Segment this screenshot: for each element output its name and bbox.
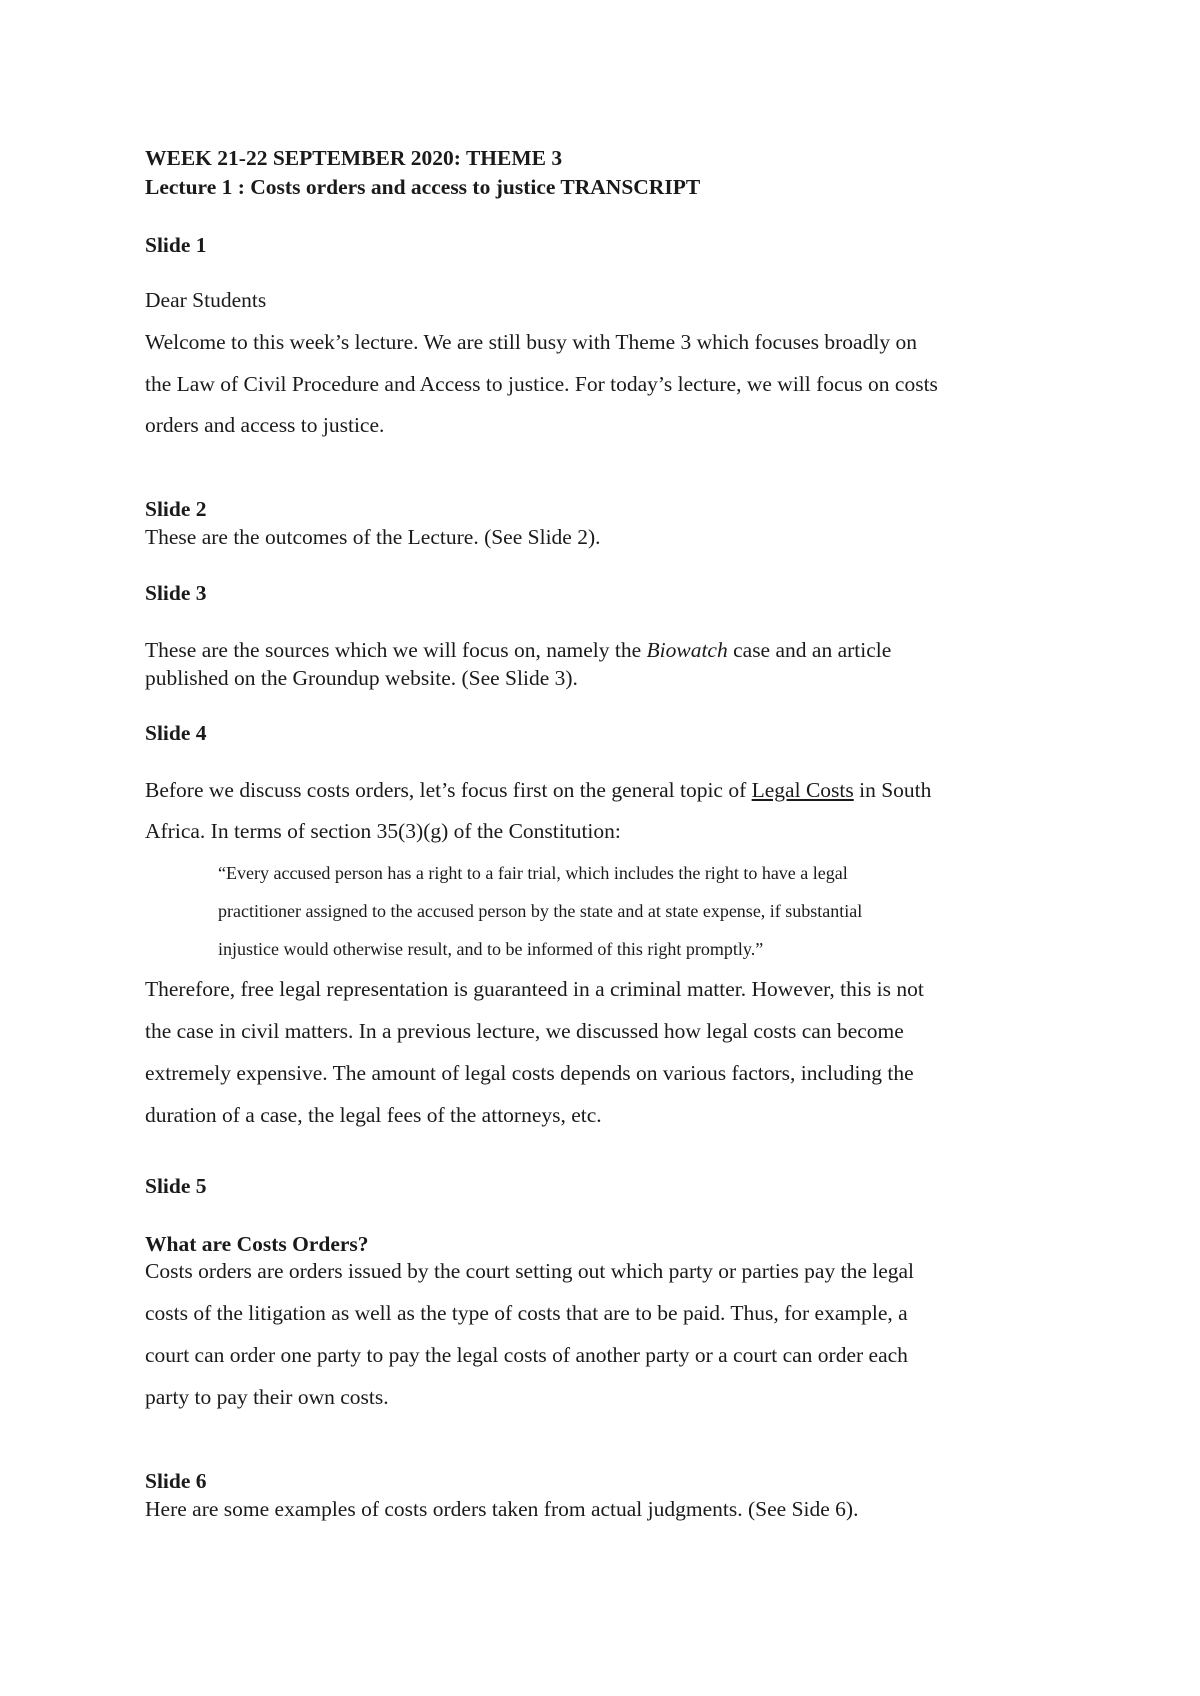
slide-5-heading: Slide 5 bbox=[145, 1174, 207, 1198]
paragraph-line: duration of a case, the legal fees of the attorneys, etc. bbox=[145, 1103, 602, 1127]
slide-4-heading: Slide 4 bbox=[145, 721, 207, 745]
paragraph-line: Welcome to this week’s lecture. We are still busy with Theme 3 which focuses broadly on bbox=[145, 330, 917, 354]
text-run: case and an article bbox=[727, 638, 892, 662]
underlined-term: Legal Costs bbox=[751, 778, 854, 802]
paragraph-line: the case in civil matters. In a previous lecture, we discussed how legal costs can become bbox=[145, 1019, 904, 1043]
slide-2-heading: Slide 2 bbox=[145, 497, 207, 521]
text-run: These are the sources which we will focus on, namely the bbox=[145, 638, 647, 662]
slide-6-heading: Slide 6 bbox=[145, 1469, 207, 1493]
paragraph-line bbox=[145, 777, 931, 803]
paragraph-line: costs of the litigation as well as the type of costs that are to be paid. Thus, for example, a bbox=[145, 1301, 908, 1325]
paragraph-line: orders and access to justice. bbox=[145, 413, 385, 437]
week-title: WEEK 21-22 SEPTEMBER 2020: THEME 3 bbox=[145, 146, 563, 170]
paragraph-line: Here are some examples of costs orders taken from actual judgments. (See Side 6). bbox=[145, 1497, 859, 1521]
quote-line: injustice would otherwise result, and to be informed of this right promptly.” bbox=[218, 939, 764, 959]
greeting: Dear Students bbox=[145, 288, 267, 312]
paragraph-line: Therefore, free legal representation is guaranteed in a criminal matter. However, this is not bbox=[145, 977, 924, 1001]
slide-3-heading: Slide 3 bbox=[145, 581, 207, 605]
paragraph-line: the Law of Civil Procedure and Access to justice. For today’s lecture, we will focus on costs bbox=[145, 372, 938, 396]
quote-line: “Every accused person has a right to a fair trial, which includes the right to have a legal bbox=[218, 863, 848, 883]
section-subheading: What are Costs Orders? bbox=[145, 1232, 369, 1256]
paragraph-line bbox=[145, 637, 891, 663]
paragraph-line: extremely expensive. The amount of legal costs depends on various factors, including the bbox=[145, 1061, 914, 1085]
lecture-title: Lecture 1 : Costs orders and access to justice TRANSCRIPT bbox=[145, 175, 701, 199]
text-run: in South bbox=[853, 778, 932, 802]
case-name: Biowatch bbox=[646, 638, 728, 662]
paragraph-line: These are the outcomes of the Lecture. (See Slide 2). bbox=[145, 525, 601, 549]
paragraph-line: Africa. In terms of section 35(3)(g) of the Constitution: bbox=[145, 819, 621, 843]
paragraph-line: party to pay their own costs. bbox=[145, 1385, 389, 1409]
quote-line: practitioner assigned to the accused person by the state and at state expense, if substantial bbox=[218, 901, 863, 921]
paragraph-line: court can order one party to pay the legal costs of another party or a court can order each bbox=[145, 1343, 908, 1367]
text-run: Before we discuss costs orders, let’s focus first on the general topic of bbox=[145, 778, 752, 802]
paragraph-line: published on the Groundup website. (See Slide 3). bbox=[145, 666, 578, 690]
paragraph-line: Costs orders are orders issued by the court setting out which party or parties pay the legal bbox=[145, 1259, 915, 1283]
slide-1-heading: Slide 1 bbox=[145, 233, 207, 257]
